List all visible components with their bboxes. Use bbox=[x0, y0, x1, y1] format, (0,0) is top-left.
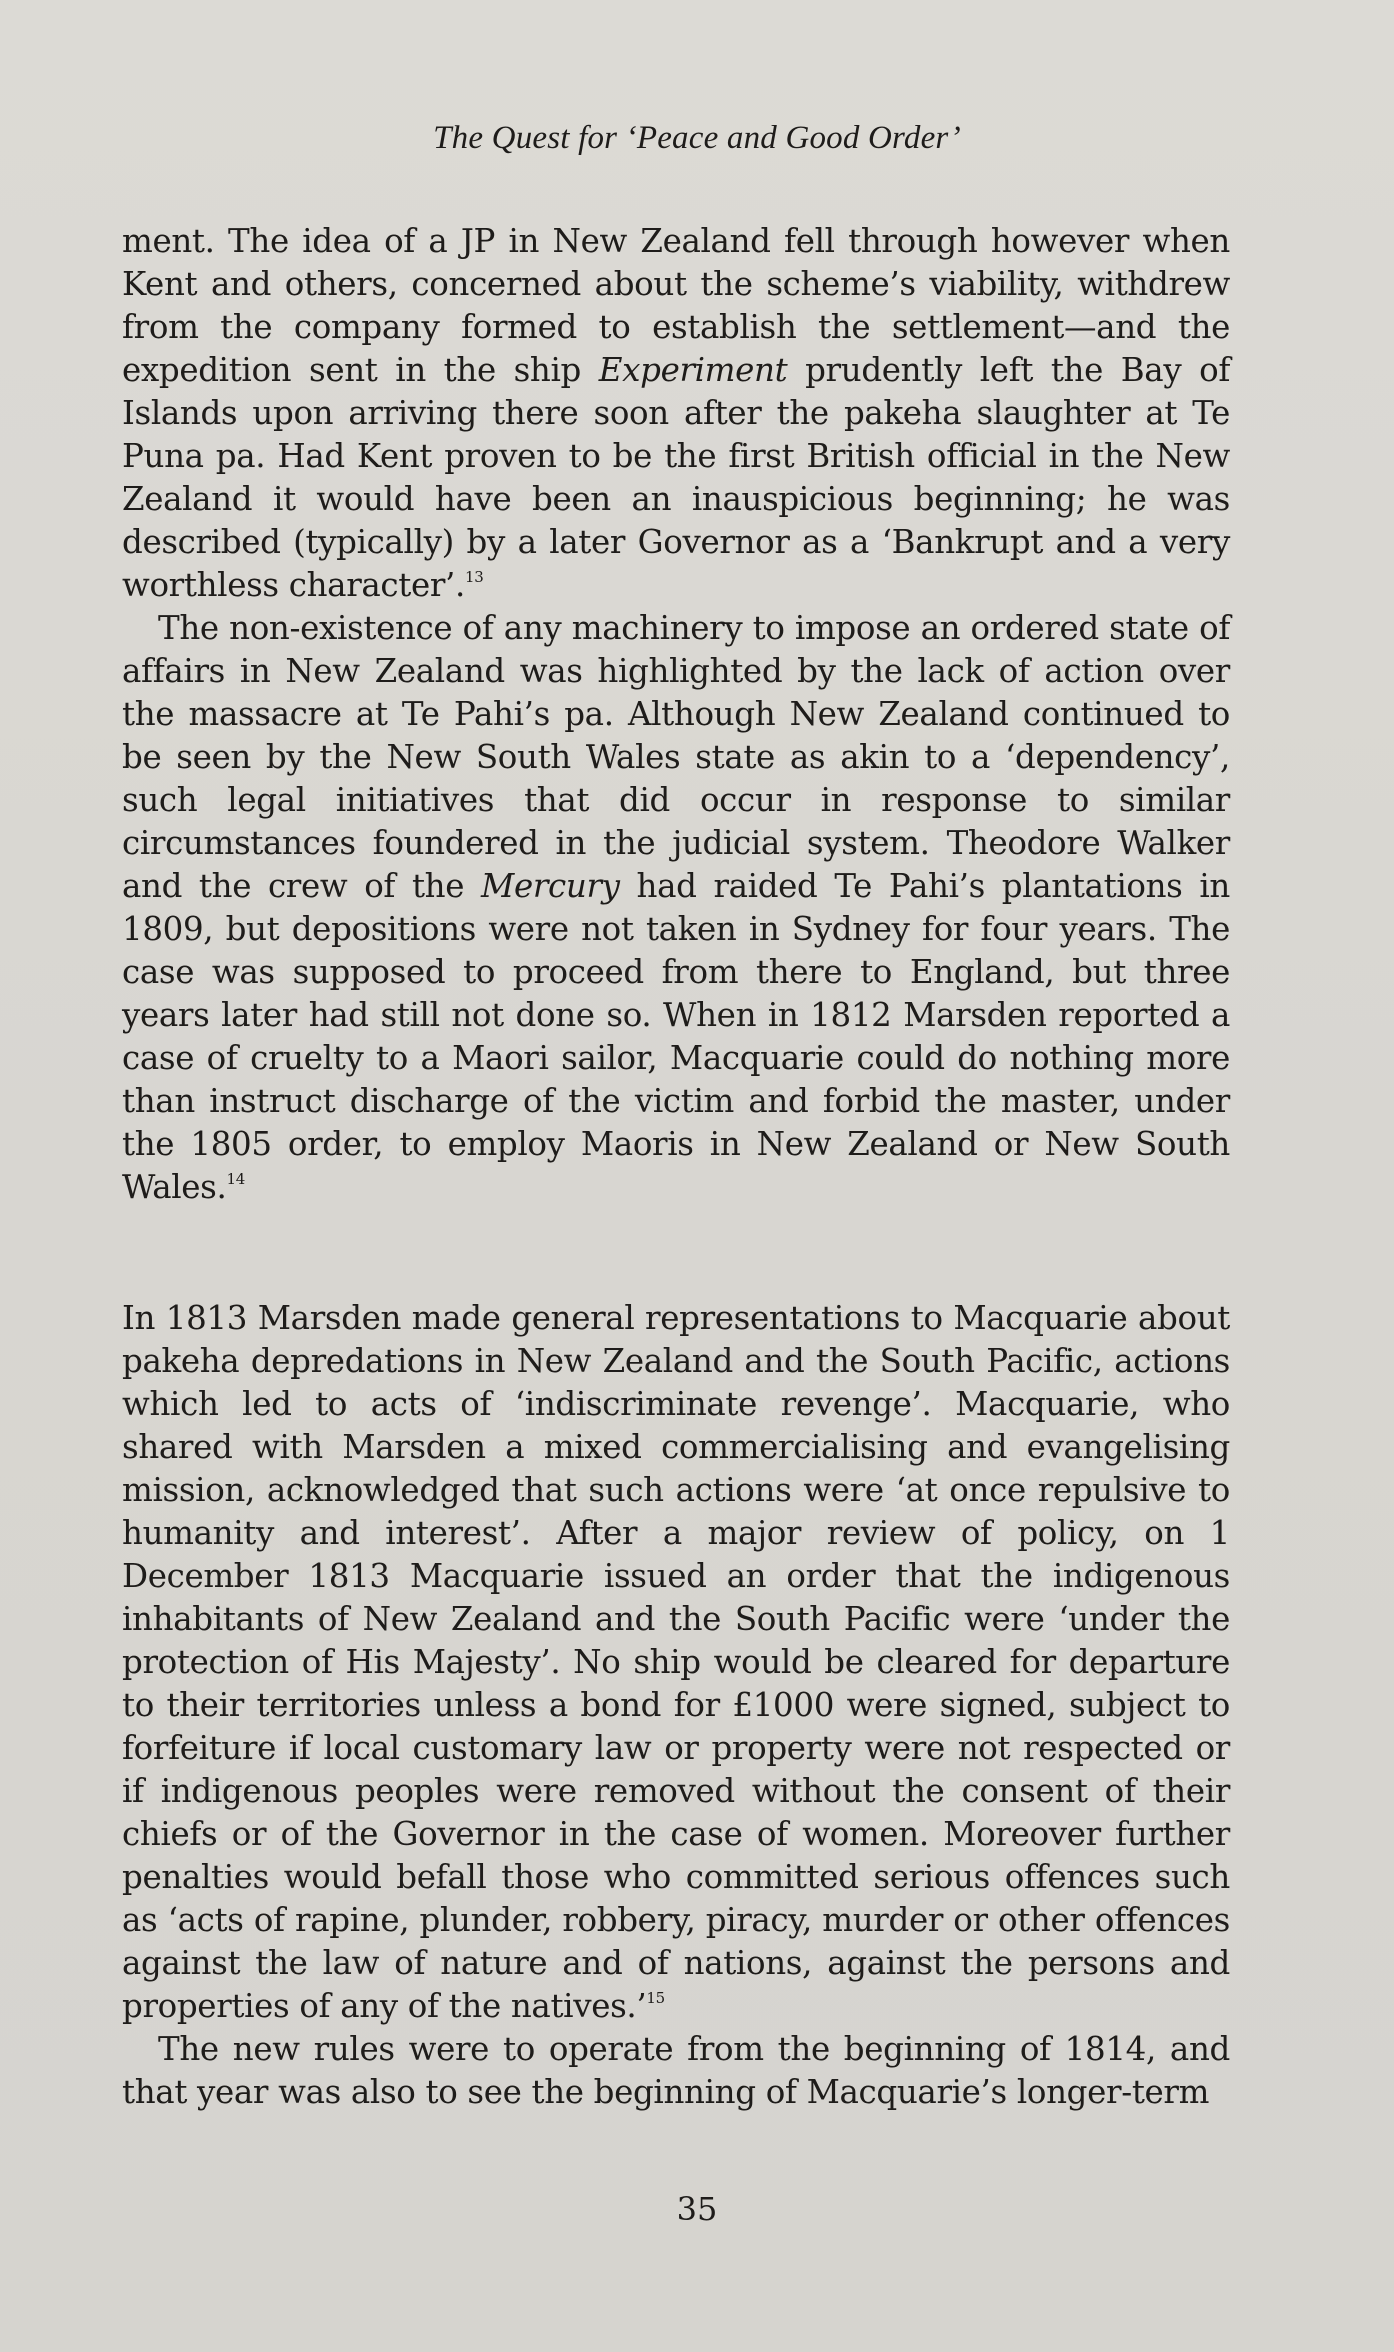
page-number: 35 bbox=[676, 2190, 718, 2228]
paragraph-2-text-a: The non-existence of any machinery to impose an ordered state of affairs in New Zealand was highlighted by the lack of action over the massacre at Te Pahi’s pa. Although New Zealand continued to be seen by the New South Wales state as akin to a ‘dependency’, such legal initiatives that did occur in response to similar circumstances foundered in the judicial system. Theodore Walker and the crew of the bbox=[122, 609, 1230, 905]
body-text bbox=[122, 220, 1230, 2114]
paragraph-2-text-b: had raided Te Pahi’s plantations in 1809, but depositions were not taken in Sydney for four years. The case was supposed to proceed from there to England, but three years later had still not done so. When in 1812 Marsden reported a case of cruelty to a Maori sailor, Macquarie could do nothing more than instruct discharge of the victim and forbid the master, under the 1805 order, to employ Maoris in New Zealand or New South Wales. bbox=[122, 867, 1230, 1206]
paragraph-2 bbox=[122, 607, 1230, 1209]
footnote-ref-15: 15 bbox=[646, 1989, 665, 2007]
footnote-ref-13: 13 bbox=[465, 568, 484, 586]
paragraph-1-text-a: ment. The idea of a JP in New Zealand fell through however when Kent and others, concerned about the scheme’s viability, withdrew from the company formed to establish the settlement—and the expedition sent in the ship bbox=[122, 222, 1230, 389]
ship-name-experiment: Experiment bbox=[598, 351, 788, 389]
paragraph-1 bbox=[122, 220, 1230, 607]
running-head: The Quest for ‘Peace and Good Order’ bbox=[433, 120, 961, 156]
paragraph-1-text-b: prudently left the Bay of Islands upon arriving there soon after the pakeha slaughter at Te Puna pa. Had Kent proven to be the first British official in the New Zealand it would have been an inauspicious beginning; he was described (typically) by a later Governor as a ‘Bankrupt and a very worthless character’. bbox=[122, 351, 1230, 604]
paragraph-4 bbox=[122, 2028, 1230, 2114]
paragraph-4-text: The new rules were to operate from the beginning of 1814, and that year was also to see the beginning of Macquarie’s longer-term bbox=[122, 2030, 1230, 2111]
ship-name-mercury: Mercury bbox=[481, 867, 620, 905]
footnote-ref-14: 14 bbox=[226, 1170, 245, 1188]
paragraph-3-text: In 1813 Marsden made general representations to Macquarie about pakeha depredations in New Zealand and the South Pacific, actions which led to acts of ‘indiscriminate revenge’. Macquarie, who shared with Marsden a mixed commercialising and evangelising mission, acknowledged that such actions were ‘at once repulsive to humanity and interest’. After a major review of policy, on 1 December 1813 Macquarie issued an order that the indigenous inhabitants of New Zealand and the South Pacific were ‘under the protection of His Majesty’. No ship would be cleared for departure to their territories unless a bond for £1000 were signed, subject to forfeiture if local customary law or property were not respected or if indigenous peoples were removed without the consent of their chiefs or of the Governor in the case of women. Moreover further penalties would befall those who committed serious offences such as ‘acts of rapine, plunder, robbery, piracy, murder or other offences against the law of nature and of nations, against the persons and properties of any of the natives.’ bbox=[122, 1299, 1230, 2025]
paragraph-3 bbox=[122, 1297, 1230, 2028]
